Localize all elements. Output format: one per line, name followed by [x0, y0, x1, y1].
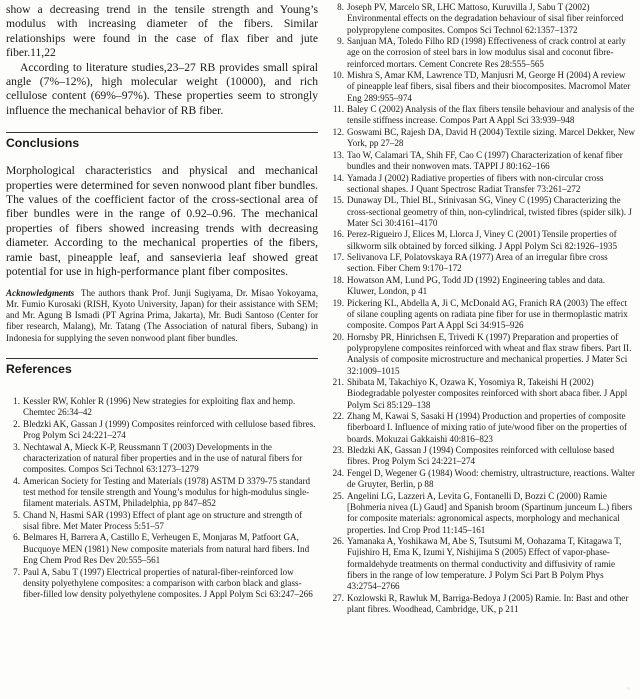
reference-number: 17.	[332, 252, 344, 263]
reference-item	[328, 104, 635, 127]
reference-number: 27.	[332, 592, 344, 603]
reference-item	[328, 445, 635, 468]
reference-item	[6, 396, 318, 419]
reference-text: Yamanaka A, Yoshikawa M, Abe S, Tsutsumi M, Oohazama T, Kitagawa T, Fujishiro H, Ema K, Izumi Y, Nishijima S (2005) Effect of vapor-phase-formaldehyde treatments on thermal conductivity and diffusivity of ramie fibers in the range of low temperature. J Polym Sci Part B Polym Phys 43:2754–2766	[347, 536, 622, 592]
reference-text: Dunaway DL, Thiel BL, Srinivasan SG, Viney C (1995) Characterizing the cross-sectional geometry of thin, non-cylindrical, twisted fibres (spider silk). J Mater Sci 30:4161–4170	[347, 195, 632, 228]
intro-paragraph-2: According to literature studies,23–27 RB provides small spiral angle (7%–12%), high molecular weight (10000), and rich cellulose content (69%–97%). These properties seem to strongly influence the mechanical behavior of RB fiber.	[6, 60, 318, 117]
reference-number: 22.	[332, 411, 344, 422]
reference-item	[328, 252, 635, 275]
reference-text: Hornsby PR, Hinrichsen E, Trivedi K (1997) Preparation and properties of polypropylene composites reinforced with wheat and flax straw fibers. Part II. Analysis of composite microstructure and mechanical properties. J Mater Sci 32:1009–1015	[347, 331, 632, 376]
reference-item	[328, 468, 635, 491]
reference-number: 21.	[332, 377, 344, 388]
reference-number: 20.	[332, 331, 344, 342]
reference-item	[328, 2, 635, 36]
reference-number: 5.	[13, 509, 20, 520]
reference-text: Zhang M, Kawai S, Sasaki H (1994) Production and properties of composite fiberboard I. Influence of mixing ratio of jute/wood fiber on the properties of boards. Mokuzai Gakkaishi 40:816–823	[347, 411, 628, 444]
reference-number: 8.	[337, 2, 344, 12]
reference-text: Chand N, Hasmi SAR (1993) Effect of plant age on structure and strength of sisal fibre. Met Mater Process 5:51–57	[23, 509, 303, 531]
reference-item	[6, 567, 318, 601]
acknowledgments	[6, 288, 318, 344]
reference-text: American Society for Testing and Materials (1978) ASTM D 3379-75 standard test method for tensile strength and Young’s modulus for high-modulus single-filament materials. ASTM, Philadelphia, pp 847–852	[23, 475, 311, 509]
left-column	[6, 0, 318, 601]
reference-number: 15.	[332, 195, 344, 206]
reference-item	[328, 411, 635, 445]
reference-number: 10.	[332, 70, 344, 81]
reference-text: Goswami BC, Rajesh DA, David H (2004) Textile sizing. Marcel Dekker, New York, pp 27–28	[347, 126, 636, 149]
reference-item	[328, 173, 635, 196]
acknowledgments-label: Acknowledgments	[6, 287, 75, 298]
reference-item	[6, 419, 318, 442]
acknowledgments-text: The authors thank Prof. Junji Sugiyama, Dr. Misao Yokoyama, Mr. Fumio Kurosaki (RISH, Kyoto University, Japan) for their assistance with SEM; and Mr. Agung B Ismadi (PT Agrina Prima, Jakarta), Mr. Budi Santoso (Center for fiber research, Malang), Mr. Tatang (The Association of natural fibers, Subang) in Indonesia for supplying the seven nonwood plant fiber bundles.	[6, 287, 319, 343]
reference-text: Angelini LG, Lazzeri A, Levita G, Fontanelli D, Bozzi C (2000) Ramie [Bohmeria nivea (L) Gaud] and Spanish broom (Spartinum junceum L.) fibers for composite materials: agronomical aspects, morphology and mechanical properties. Ind Crop Prod 11:145–161	[347, 490, 633, 535]
reference-item	[328, 298, 635, 332]
reference-text: Baley C (2002) Analysis of the flax fibers tensile behaviour and analysis of the tensile stiffness increase. Compos Part A Appl Sci 33:939–948	[347, 104, 635, 126]
reference-text: Bledzki AK, Gassan J (1999) Composites reinforced with cellulose based fibres. Prog Polym Sci 24:221–274	[23, 418, 316, 441]
reference-number: 7.	[13, 566, 20, 577]
reference-number: 11.	[332, 104, 344, 115]
reference-item	[328, 377, 635, 411]
right-column	[328, 0, 635, 615]
reference-number: 2.	[13, 418, 20, 429]
reference-text: Kessler RW, Kohler R (1996) New strategies for exploiting flax and hemp. Chemtec 26:34–42	[23, 395, 296, 418]
reference-text: Mishra S, Amar KM, Lawrence TD, Manjusri M, George H (2004) A review of pineapple leaf fibers, sisal fibers and their biocomposites. Macromol Mater Eng 289:955–974	[347, 70, 631, 103]
reference-text: Shibata M, Takachiyo K, Ozawa K, Yosomiya R, Takeishi H (2002) Biodegradable polyester composites reinforced with short abaca fiber. J Appl Polym Sci 85:129–138	[347, 377, 628, 410]
reference-text: Kozlowski R, Rawluk M, Barriga-Bedoya J (2005) Ramie. In: Bast and other plant fibres. Woodhead, Cambridge, UK, p 211	[347, 592, 629, 614]
intro-paragraph-1: show a decreasing trend in the tensile strength and Young’s modulus with increasing diameter of the fibers. Similar relationships were found in the case of flax fiber and jute fiber.11,22	[6, 3, 318, 60]
reference-number: 1.	[13, 395, 20, 406]
reference-number: 3.	[13, 441, 20, 452]
reference-item	[328, 70, 635, 104]
references-list-left	[6, 396, 318, 600]
reference-number: 9.	[337, 36, 344, 47]
reference-text: Fengel D, Wegener G (1984) Wood: chemistry, ultrastructure, reactions. Walter de Gruyter, Berlin, p 88	[347, 468, 635, 490]
reference-item	[6, 532, 318, 566]
references-heading: References	[6, 358, 318, 376]
reference-number: 16.	[332, 229, 344, 240]
reference-number: 26.	[332, 536, 344, 547]
reference-item	[328, 229, 635, 252]
references-list-right	[328, 2, 635, 615]
reference-text: Yamada J (2002) Radiative properties of fibers with non-circular cross sectional shapes. J Quant Spectrosc Radiat Transfer 73:261–272	[347, 172, 604, 194]
conclusions-heading: Conclusions	[6, 132, 318, 150]
reference-item	[328, 36, 635, 70]
reference-text: Joseph PV, Marcelo SR, LHC Mattoso, Kuruvilla J, Sabu T (2002) Environmental effects on the degradation behaviour of sisal fiber reinforced polypropylene composites. Compos Sci Technol 62:1357–1372	[347, 2, 624, 35]
reference-text: Sanjuan MA, Toledo Filho RD (1998) Effectiveness of crack control at early age on the corrosion of steel bars in low modulus sisal and coconut fibre-reinforced mortars. Cement Concrete Res 28:555–565	[347, 36, 626, 69]
conclusions-text: Morphological characteristics and physical and mechanical properties were determined for seven nonwood plant fiber bundles. The values of the coefficient factor of the cross-sectional area of fiber bundles were in the range of 0.92–0.96. The mechanical properties of fibers showed increasing trends with decreasing diameter. According to the mechanical properties of the fibers, ramie bast, pineapple leaf, and sansevieria leaf showed great potential for use in high-performance plant fiber composites.	[6, 164, 318, 279]
reference-text: Howatson AM, Lund PG, Todd JD (1992) Engineering tables and data. Kluwer, London, p 41	[347, 274, 606, 297]
reference-item	[328, 332, 635, 377]
reference-item	[328, 127, 635, 150]
reference-number: 18.	[332, 274, 344, 285]
reference-number: 25.	[332, 490, 344, 501]
reference-item	[6, 510, 318, 533]
reference-text: Nechtawal A, Mieck K-P, Reussmann T (2003) Developments in the characterization of natural fiber properties and in the use of natural fibers for composites. Compos Sci Technol 63:1273–1279	[23, 441, 303, 475]
reference-item	[6, 476, 318, 510]
reference-text: Tao W, Calamari TA, Shih FF, Cao C (1997) Characterization of kenaf fiber bundles and their nonwoven mats. TAPPI J 80:162–166	[347, 149, 623, 171]
reference-number: 12.	[332, 126, 344, 137]
reference-text: Pickering KL, Abdella A, Ji C, McDonald AG, Franich RA (2003) The effect of silane coupling agents on radiata pine fiber for use in thermoplastic matrix composite. Compos Part A Appl Sci 34:915–926	[347, 297, 628, 331]
reference-text: Bledzki AK, Gassan J (1994) Composites reinforced with cellulose based fibres. Prog Polym Sci 24:221–274	[347, 445, 615, 467]
reference-item	[6, 442, 318, 476]
reference-text: Paul A, Sabu T (1997) Electrical properties of natural-fiber-reinforced low density polyethylene composites: a comparison with carbon black and glass-fiber-filled low density polyethylene composites. J Appl Polym Sci 63:247–266	[23, 566, 313, 600]
reference-item	[328, 150, 635, 173]
watermark-mark: ◦	[626, 683, 630, 693]
reference-item	[328, 275, 635, 298]
reference-text: Perez-Rigueiro J, Elices M, Llorca J, Viney C (2001) Tensile properties of silkworm silk obtained by forced silking. J Appl Polym Sci 82:1926–1935	[347, 229, 618, 251]
reference-number: 23.	[332, 445, 344, 456]
reference-number: 6.	[13, 532, 20, 543]
reference-item	[328, 593, 635, 616]
reference-text: Selivanova LF, Polatovskaya RA (1977) Area of an irregular fibre cross section. Fiber Chem 9:170–172	[347, 252, 608, 274]
reference-number: 24.	[332, 468, 344, 478]
reference-number: 19.	[332, 297, 344, 308]
reference-item	[328, 195, 635, 229]
reference-item	[328, 536, 635, 592]
reference-item	[328, 491, 635, 536]
reference-number: 4.	[13, 475, 20, 486]
reference-number: 14.	[332, 172, 344, 183]
reference-text: Belmares H, Barrera A, Castillo E, Verheugen E, Monjaras M, Patfoort GA, Bucquoye MEN (1981) New composite materials from natural hard fibers. Ind Eng Chem Prod Res Dev 20:555–561	[23, 532, 310, 565]
reference-number: 13.	[332, 149, 344, 160]
